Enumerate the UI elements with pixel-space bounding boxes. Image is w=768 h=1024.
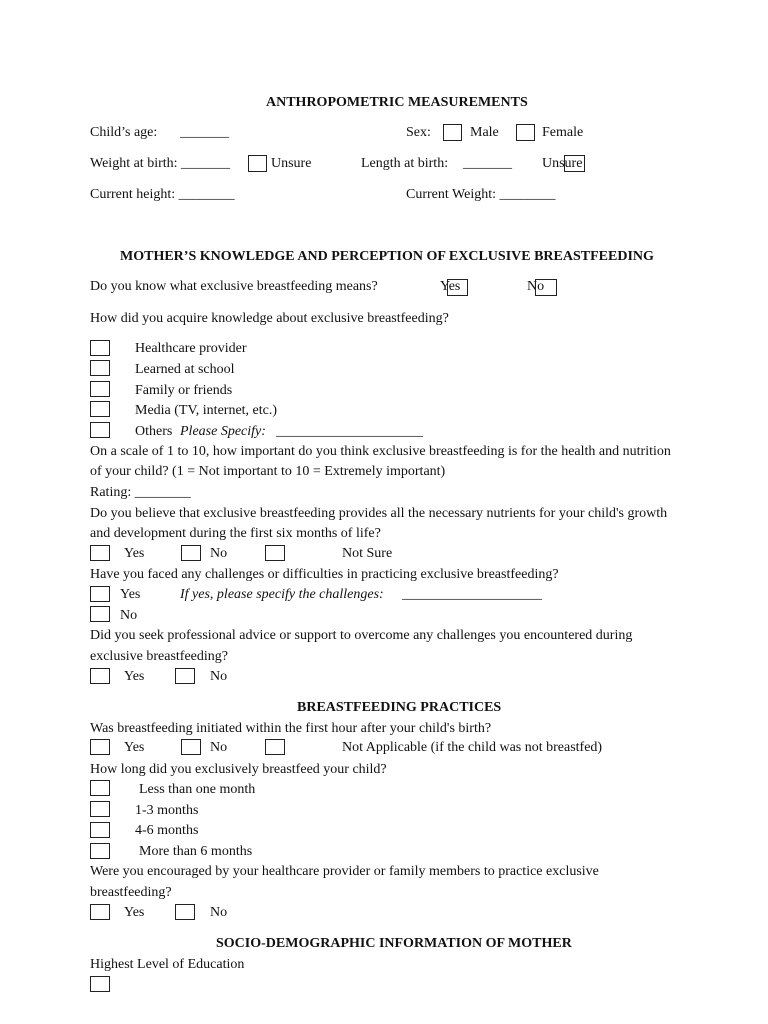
- current-height-field[interactable]: Current height: ________: [90, 187, 235, 202]
- source-checkbox[interactable]: [90, 401, 110, 417]
- source-checkbox[interactable]: [90, 381, 110, 397]
- encouraged-no-label: No: [210, 905, 228, 920]
- question-know-ebf: Do you know what exclusive breastfeeding means?: [90, 279, 378, 294]
- question-challenges: Have you faced any challenges or difficulties in practicing exclusive breastfeeding?: [90, 567, 559, 582]
- question-encouraged-line2: breastfeeding?: [90, 885, 172, 900]
- duration-label: 4-6 months: [135, 823, 199, 838]
- nutrients-yes-checkbox[interactable]: [90, 545, 110, 561]
- source-label: Media (TV, internet, etc.): [135, 403, 278, 418]
- question-encouraged-line1: Were you encouraged by your healthcare provider or family members to practice exclusive: [90, 864, 599, 879]
- child-age-blank[interactable]: _______: [180, 125, 229, 140]
- male-label: Male: [470, 125, 499, 140]
- female-label: Female: [542, 125, 584, 140]
- initiated-na-label: Not Applicable (if the child was not breastfed): [342, 740, 603, 755]
- child-age-label: Child’s age:: [90, 125, 158, 140]
- duration-label: 1-3 months: [135, 803, 199, 818]
- source-label: Healthcare provider: [135, 341, 247, 356]
- initiated-na-checkbox[interactable]: [265, 739, 285, 755]
- question-initiated: Was breastfeeding initiated within the first hour after your child's birth?: [90, 721, 492, 736]
- current-weight-field[interactable]: Current Weight: ________: [406, 187, 556, 202]
- challenges-yes-checkbox[interactable]: [90, 586, 110, 602]
- nutrients-yes-label: Yes: [124, 546, 145, 561]
- encouraged-yes-checkbox[interactable]: [90, 904, 110, 920]
- encouraged-yes-label: Yes: [124, 905, 145, 920]
- length-at-birth-blank[interactable]: _______: [463, 156, 512, 171]
- duration-checkbox[interactable]: [90, 801, 110, 817]
- female-checkbox[interactable]: [516, 124, 535, 141]
- question-acquire-knowledge: How did you acquire knowledge about exclusive breastfeeding?: [90, 311, 449, 326]
- encouraged-no-checkbox[interactable]: [175, 904, 195, 920]
- advice-yes-checkbox[interactable]: [90, 668, 110, 684]
- length-unsure-checkbox[interactable]: [564, 155, 585, 172]
- weight-at-birth-field[interactable]: Weight at birth: _______: [90, 156, 231, 171]
- section-title-knowledge: MOTHER’S KNOWLEDGE AND PERCEPTION OF EXCLUSIVE BREASTFEEDING: [120, 249, 654, 264]
- nutrients-not-sure-label: Not Sure: [342, 546, 393, 561]
- education-label: Highest Level of Education: [90, 957, 245, 972]
- source-label: Learned at school: [135, 362, 235, 377]
- challenges-yes-label: Yes: [120, 587, 141, 602]
- challenges-specify-blank[interactable]: ____________________: [402, 587, 542, 602]
- duration-checkbox[interactable]: [90, 780, 110, 796]
- know-no-checkbox[interactable]: [535, 279, 557, 296]
- section-title-practices: BREASTFEEDING PRACTICES: [297, 700, 502, 715]
- know-yes-checkbox[interactable]: [447, 279, 468, 296]
- weight-unsure-checkbox[interactable]: [248, 155, 267, 172]
- source-checkbox[interactable]: [90, 360, 110, 376]
- nutrients-not-sure-checkbox[interactable]: [265, 545, 285, 561]
- question-nutrients-line1: Do you believe that exclusive breastfeeding provides all the necessary nutrients for your child's growth: [90, 506, 668, 521]
- source-checkbox[interactable]: [90, 340, 110, 356]
- advice-no-checkbox[interactable]: [175, 668, 195, 684]
- source-others-checkbox[interactable]: [90, 422, 110, 438]
- nutrients-no-label: No: [210, 546, 228, 561]
- education-checkbox[interactable]: [90, 976, 110, 992]
- initiated-no-checkbox[interactable]: [181, 739, 201, 755]
- if-yes-specify-label: If yes, please specify the challenges:: [180, 587, 384, 602]
- weight-unsure-label: Unsure: [271, 156, 312, 171]
- length-unsure-label: Unsure: [542, 156, 583, 171]
- initiated-no-label: No: [210, 740, 228, 755]
- question-advice-line2: exclusive breastfeeding?: [90, 649, 228, 664]
- length-at-birth-label: Length at birth:: [361, 156, 449, 171]
- initiated-yes-label: Yes: [124, 740, 145, 755]
- question-importance-line2: of your child? (1 = Not important to 10 = Extremely important): [90, 464, 446, 479]
- question-advice-line1: Did you seek professional advice or support to overcome any challenges you encountered during: [90, 628, 633, 643]
- source-label: Family or friends: [135, 383, 233, 398]
- source-others-label: Others: [135, 424, 173, 439]
- duration-label: More than 6 months: [139, 844, 253, 859]
- please-specify-label: Please Specify:: [180, 424, 266, 439]
- others-specify-blank[interactable]: _____________________: [276, 424, 423, 439]
- question-nutrients-line2: and development during the first six months of life?: [90, 526, 381, 541]
- duration-checkbox[interactable]: [90, 822, 110, 838]
- duration-checkbox[interactable]: [90, 843, 110, 859]
- section-title-socio: SOCIO-DEMOGRAPHIC INFORMATION OF MOTHER: [216, 936, 572, 951]
- question-importance-line1: On a scale of 1 to 10, how important do you think exclusive breastfeeding is for the health and nutrition: [90, 444, 671, 459]
- advice-no-label: No: [210, 669, 228, 684]
- know-yes-label: Yes: [440, 279, 461, 294]
- initiated-yes-checkbox[interactable]: [90, 739, 110, 755]
- nutrients-no-checkbox[interactable]: [181, 545, 201, 561]
- question-duration: How long did you exclusively breastfeed your child?: [90, 762, 387, 777]
- rating-field[interactable]: Rating: ________: [90, 485, 191, 500]
- challenges-no-label: No: [120, 608, 138, 623]
- section-title-anthropometric: ANTHROPOMETRIC MEASUREMENTS: [266, 95, 528, 110]
- know-no-label: No: [527, 279, 545, 294]
- male-checkbox[interactable]: [443, 124, 462, 141]
- advice-yes-label: Yes: [124, 669, 145, 684]
- sex-label: Sex:: [406, 125, 431, 140]
- duration-label: Less than one month: [139, 782, 256, 797]
- challenges-no-checkbox[interactable]: [90, 606, 110, 622]
